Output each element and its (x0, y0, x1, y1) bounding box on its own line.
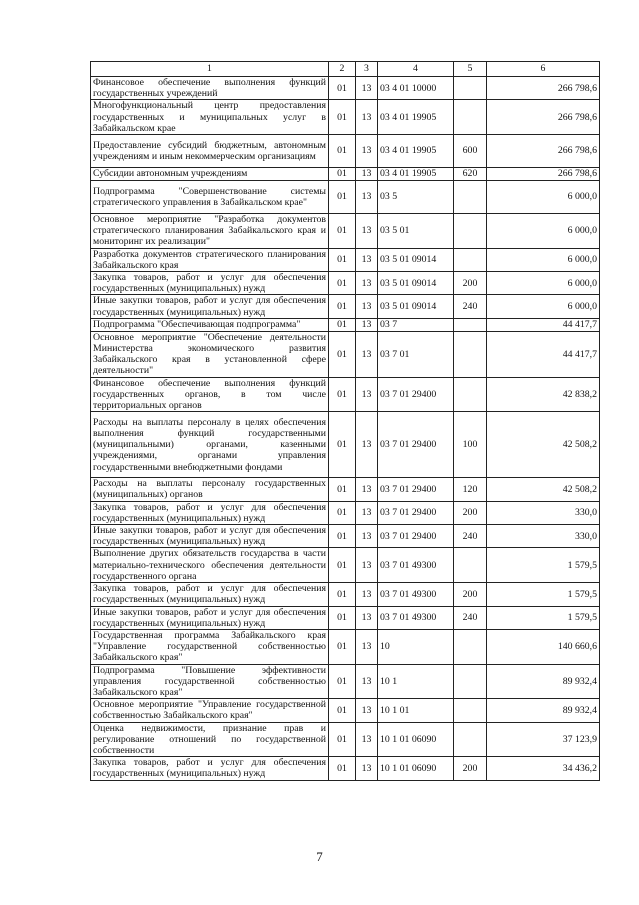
row-expense-type-cell: 200 (454, 272, 487, 295)
row-amount-cell: 6 000,0 (487, 248, 600, 271)
row-amount-cell: 1 579,5 (487, 548, 600, 583)
row-expense-type-cell (454, 100, 487, 135)
row-section-cell: 01 (329, 295, 356, 318)
row-expense-type-cell (454, 377, 487, 412)
row-expense-type-cell (454, 629, 487, 664)
header-col-4: 4 (378, 62, 454, 77)
table-row (91, 77, 600, 100)
row-target-code-cell: 03 5 01 09014 (378, 272, 454, 295)
row-name-cell: Основное мероприятие "Управление государственной собственностью Забайкальского края" (91, 699, 329, 722)
row-target-code-cell: 03 5 (378, 181, 454, 214)
row-target-code-cell: 03 7 01 29400 (378, 478, 454, 501)
row-amount-cell: 330,0 (487, 501, 600, 524)
row-expense-type-cell (454, 548, 487, 583)
row-subsection-cell: 13 (356, 606, 378, 629)
row-subsection-cell: 13 (356, 629, 378, 664)
row-expense-type-cell (454, 722, 487, 757)
row-name-cell: Финансовое обеспечение выполнения функций государственных учреждений (91, 77, 329, 100)
row-target-code-cell: 03 5 01 (378, 214, 454, 249)
row-expense-type-cell (454, 699, 487, 722)
row-expense-type-cell: 200 (454, 501, 487, 524)
page-number: 7 (316, 849, 323, 864)
table-row (91, 272, 600, 295)
table-row (91, 548, 600, 583)
row-target-code-cell: 03 7 (378, 318, 454, 331)
row-subsection-cell: 13 (356, 295, 378, 318)
row-name-cell: Оценка недвижимости, признание прав и регулирование отношений по государственной собственности (91, 722, 329, 757)
row-name-cell: Иные закупки товаров, работ и услуг для обеспечения государственных (муниципальных) нужд (91, 606, 329, 629)
row-subsection-cell: 13 (356, 377, 378, 412)
row-expense-type-cell (454, 77, 487, 100)
row-section-cell: 01 (329, 181, 356, 214)
row-subsection-cell: 13 (356, 501, 378, 524)
row-expense-type-cell (454, 181, 487, 214)
row-section-cell: 01 (329, 248, 356, 271)
row-name-cell: Выполнение других обязательств государства в части материально-технического обеспечения деятельности государственного органа (91, 548, 329, 583)
row-expense-type-cell: 240 (454, 525, 487, 548)
table-row (91, 181, 600, 214)
header-col-5: 5 (454, 62, 487, 77)
row-subsection-cell: 13 (356, 525, 378, 548)
row-amount-cell: 42 508,2 (487, 478, 600, 501)
table-row (91, 100, 600, 135)
row-subsection-cell: 13 (356, 135, 378, 168)
row-name-cell: Подпрограмма "Повышение эффективности управления государственной собственностью Забайкальского края" (91, 664, 329, 699)
row-name-cell: Предоставление субсидий бюджетным, автономным учреждениям и иным некоммерческим организациям (91, 135, 329, 168)
row-section-cell: 01 (329, 168, 356, 181)
row-target-code-cell: 10 1 (378, 664, 454, 699)
row-subsection-cell: 13 (356, 412, 378, 478)
row-target-code-cell: 03 7 01 29400 (378, 377, 454, 412)
row-name-cell: Расходы на выплаты персоналу государственных (муниципальных) органов (91, 478, 329, 501)
row-expense-type-cell: 240 (454, 606, 487, 629)
row-section-cell: 01 (329, 318, 356, 331)
row-name-cell: Государственная программа Забайкальского края "Управление государственной собственностью Забайкальского края" (91, 629, 329, 664)
row-section-cell: 01 (329, 77, 356, 100)
row-name-cell: Основное мероприятие "Обеспечение деятельности Министерства экономического развития Забайкальского края в установленной сфере деятельности" (91, 331, 329, 377)
row-target-code-cell: 03 4 01 19905 (378, 100, 454, 135)
row-amount-cell: 266 798,6 (487, 100, 600, 135)
row-target-code-cell: 03 4 01 19905 (378, 135, 454, 168)
table-row (91, 722, 600, 757)
row-amount-cell: 37 123,9 (487, 722, 600, 757)
row-section-cell: 01 (329, 757, 356, 780)
table-row (91, 168, 600, 181)
row-target-code-cell: 03 4 01 10000 (378, 77, 454, 100)
row-section-cell: 01 (329, 412, 356, 478)
table-row (91, 525, 600, 548)
row-section-cell: 01 (329, 583, 356, 606)
row-target-code-cell: 03 7 01 29400 (378, 412, 454, 478)
row-name-cell: Закупка товаров, работ и услуг для обеспечения государственных (муниципальных) нужд (91, 583, 329, 606)
row-expense-type-cell: 200 (454, 583, 487, 606)
row-section-cell: 01 (329, 135, 356, 168)
row-name-cell: Расходы на выплаты персоналу в целях обеспечения выполнения функций государственными (муниципальными) органами, казенными учреждениями, органами управления государственными внебюджетными фондами (91, 412, 329, 478)
table-row (91, 331, 600, 377)
row-section-cell: 01 (329, 272, 356, 295)
row-name-cell: Закупка товаров, работ и услуг для обеспечения государственных (муниципальных) нужд (91, 272, 329, 295)
row-subsection-cell: 13 (356, 331, 378, 377)
row-target-code-cell: 03 7 01 49300 (378, 548, 454, 583)
row-subsection-cell: 13 (356, 699, 378, 722)
row-target-code-cell: 10 1 01 06090 (378, 722, 454, 757)
table-row (91, 295, 600, 318)
row-amount-cell: 44 417,7 (487, 318, 600, 331)
row-expense-type-cell (454, 664, 487, 699)
row-expense-type-cell: 240 (454, 295, 487, 318)
row-section-cell: 01 (329, 525, 356, 548)
row-section-cell: 01 (329, 722, 356, 757)
row-name-cell: Подпрограмма "Обеспечивающая подпрограмма" (91, 318, 329, 331)
table-row (91, 478, 600, 501)
row-amount-cell: 89 932,4 (487, 664, 600, 699)
row-target-code-cell: 03 7 01 49300 (378, 583, 454, 606)
table-row (91, 583, 600, 606)
row-target-code-cell: 03 5 01 09014 (378, 248, 454, 271)
row-section-cell: 01 (329, 214, 356, 249)
header-col-2: 2 (329, 62, 356, 77)
row-target-code-cell: 03 7 01 (378, 331, 454, 377)
row-name-cell: Закупка товаров, работ и услуг для обеспечения государственных (муниципальных) нужд (91, 501, 329, 524)
row-subsection-cell: 13 (356, 664, 378, 699)
row-amount-cell: 42 838,2 (487, 377, 600, 412)
row-amount-cell: 6 000,0 (487, 214, 600, 249)
row-amount-cell: 44 417,7 (487, 331, 600, 377)
table-row (91, 248, 600, 271)
row-section-cell: 01 (329, 501, 356, 524)
row-amount-cell: 6 000,0 (487, 295, 600, 318)
row-amount-cell: 266 798,6 (487, 135, 600, 168)
row-amount-cell: 140 660,6 (487, 629, 600, 664)
row-target-code-cell: 03 7 01 29400 (378, 525, 454, 548)
row-amount-cell: 266 798,6 (487, 168, 600, 181)
row-expense-type-cell (454, 248, 487, 271)
row-section-cell: 01 (329, 548, 356, 583)
row-section-cell: 01 (329, 100, 356, 135)
row-subsection-cell: 13 (356, 100, 378, 135)
row-name-cell: Подпрограмма "Совершенствование системы стратегического управления в Забайкальском крае" (91, 181, 329, 214)
row-subsection-cell: 13 (356, 478, 378, 501)
table-row (91, 629, 600, 664)
table-body (91, 77, 600, 781)
table-row (91, 214, 600, 249)
row-section-cell: 01 (329, 664, 356, 699)
row-section-cell: 01 (329, 699, 356, 722)
header-row (91, 62, 600, 77)
row-target-code-cell: 10 1 01 (378, 699, 454, 722)
row-subsection-cell: 13 (356, 248, 378, 271)
table-row (91, 377, 600, 412)
row-amount-cell: 1 579,5 (487, 606, 600, 629)
table-row (91, 757, 600, 780)
row-amount-cell: 89 932,4 (487, 699, 600, 722)
row-name-cell: Иные закупки товаров, работ и услуг для обеспечения государственных (муниципальных) нужд (91, 525, 329, 548)
row-amount-cell: 34 436,2 (487, 757, 600, 780)
row-subsection-cell: 13 (356, 272, 378, 295)
row-amount-cell: 266 798,6 (487, 77, 600, 100)
budget-table (90, 61, 600, 781)
row-target-code-cell: 03 7 01 49300 (378, 606, 454, 629)
row-expense-type-cell: 600 (454, 135, 487, 168)
row-amount-cell: 330,0 (487, 525, 600, 548)
row-name-cell: Субсидии автономным учреждениям (91, 168, 329, 181)
row-expense-type-cell: 200 (454, 757, 487, 780)
row-section-cell: 01 (329, 478, 356, 501)
row-subsection-cell: 13 (356, 77, 378, 100)
row-target-code-cell: 10 1 01 06090 (378, 757, 454, 780)
row-subsection-cell: 13 (356, 181, 378, 214)
row-subsection-cell: 13 (356, 757, 378, 780)
row-name-cell: Основное мероприятие "Разработка документов стратегического планирования Забайкальского края и мониторинг их реализации" (91, 214, 329, 249)
table-row (91, 501, 600, 524)
row-amount-cell: 1 579,5 (487, 583, 600, 606)
table-row (91, 606, 600, 629)
row-expense-type-cell: 120 (454, 478, 487, 501)
row-name-cell: Финансовое обеспечение выполнения функций государственных органов, в том числе территориальных органов (91, 377, 329, 412)
row-target-code-cell: 03 4 01 19905 (378, 168, 454, 181)
row-subsection-cell: 13 (356, 722, 378, 757)
row-target-code-cell: 03 7 01 29400 (378, 501, 454, 524)
row-name-cell: Закупка товаров, работ и услуг для обеспечения государственных (муниципальных) нужд (91, 757, 329, 780)
table-header (91, 62, 600, 77)
row-subsection-cell: 13 (356, 548, 378, 583)
row-name-cell: Многофункциональный центр предоставления государственных и муниципальных услуг в Забайкальском крае (91, 100, 329, 135)
row-expense-type-cell (454, 214, 487, 249)
row-section-cell: 01 (329, 606, 356, 629)
row-section-cell: 01 (329, 377, 356, 412)
row-section-cell: 01 (329, 331, 356, 377)
row-subsection-cell: 13 (356, 214, 378, 249)
row-target-code-cell: 10 (378, 629, 454, 664)
row-expense-type-cell: 620 (454, 168, 487, 181)
table-row (91, 412, 600, 478)
header-col-3: 3 (356, 62, 378, 77)
row-name-cell: Иные закупки товаров, работ и услуг для обеспечения государственных (муниципальных) нужд (91, 295, 329, 318)
row-amount-cell: 6 000,0 (487, 181, 600, 214)
table-row (91, 135, 600, 168)
row-expense-type-cell (454, 331, 487, 377)
header-col-6: 6 (487, 62, 600, 77)
row-amount-cell: 6 000,0 (487, 272, 600, 295)
row-target-code-cell: 03 5 01 09014 (378, 295, 454, 318)
table-row (91, 699, 600, 722)
table-row (91, 664, 600, 699)
row-subsection-cell: 13 (356, 583, 378, 606)
row-amount-cell: 42 508,2 (487, 412, 600, 478)
row-name-cell: Разработка документов стратегического планирования Забайкальского края (91, 248, 329, 271)
row-expense-type-cell (454, 318, 487, 331)
header-col-1: 1 (91, 62, 329, 77)
row-expense-type-cell: 100 (454, 412, 487, 478)
row-subsection-cell: 13 (356, 318, 378, 331)
table-row (91, 318, 600, 331)
row-subsection-cell: 13 (356, 168, 378, 181)
row-section-cell: 01 (329, 629, 356, 664)
